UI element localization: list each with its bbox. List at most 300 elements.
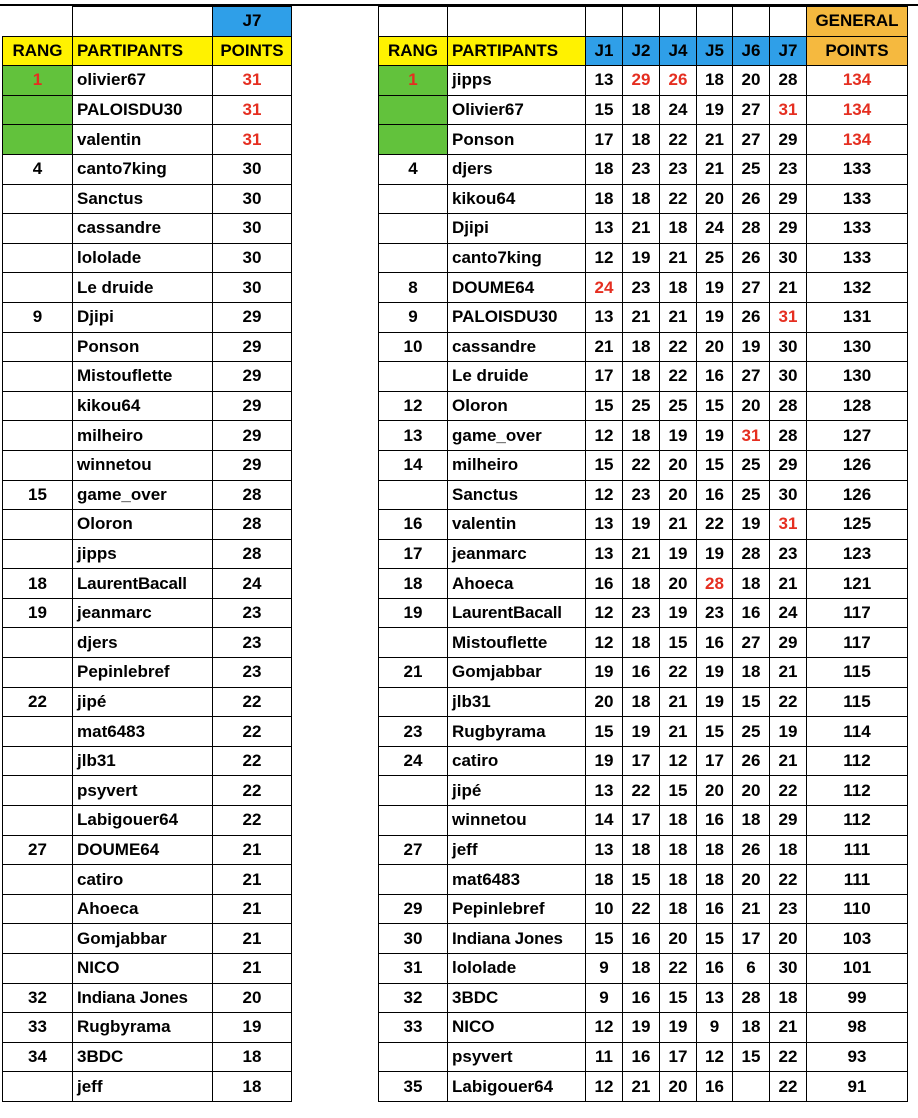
- j6-score-cell: 27: [733, 95, 770, 125]
- j1-score-cell: 18: [586, 865, 623, 895]
- rank-cell: 12: [379, 391, 448, 421]
- participant-name: Rugbyrama: [73, 1013, 213, 1043]
- rank-cell: [3, 362, 73, 392]
- rank-cell: 14: [379, 450, 448, 480]
- participant-name: valentin: [73, 125, 213, 155]
- j2-score-cell: 22: [623, 894, 660, 924]
- j2-score-cell: 22: [623, 450, 660, 480]
- points-cell: 19: [213, 1013, 292, 1043]
- total-points-cell: 128: [807, 391, 908, 421]
- total-points-cell: 115: [807, 687, 908, 717]
- j5-score-cell: 18: [697, 835, 733, 865]
- j1-score-cell: 15: [586, 450, 623, 480]
- total-points-cell: 130: [807, 332, 908, 362]
- table-row: [379, 214, 908, 244]
- points-cell: 23: [213, 658, 292, 688]
- j6-score-cell: 25: [733, 450, 770, 480]
- total-points-cell: 93: [807, 1042, 908, 1072]
- rank-cell: 33: [379, 1013, 448, 1043]
- j5-score-cell: 16: [697, 628, 733, 658]
- j1-score-cell: 24: [586, 273, 623, 303]
- j7-score-cell: 21: [770, 658, 807, 688]
- rank-cell: 35: [379, 1072, 448, 1102]
- points-cell: 31: [213, 95, 292, 125]
- j4-score-cell: 15: [660, 628, 697, 658]
- j7-score-cell: 30: [770, 243, 807, 273]
- participant-name: jipé: [73, 687, 213, 717]
- j1-score-cell: 16: [586, 569, 623, 599]
- participant-name: psyvert: [448, 1042, 586, 1072]
- j7-score-cell: 18: [770, 835, 807, 865]
- j4-score-cell: 18: [660, 273, 697, 303]
- j1-score-cell: 17: [586, 362, 623, 392]
- j6-score-cell: 18: [733, 806, 770, 836]
- rank-cell: [379, 480, 448, 510]
- j1-score-cell: 15: [586, 924, 623, 954]
- total-points-cell: 126: [807, 450, 908, 480]
- rank-cell: 27: [379, 835, 448, 865]
- j5-score-cell: 15: [697, 450, 733, 480]
- j2-header: J2: [623, 36, 660, 66]
- rank-cell: 1: [379, 66, 448, 96]
- table-row: [3, 924, 292, 954]
- rank-cell: [379, 776, 448, 806]
- participant-name: canto7king: [73, 154, 213, 184]
- rank-cell: [3, 95, 73, 125]
- j5-score-cell: 24: [697, 214, 733, 244]
- j4-score-cell: 20: [660, 924, 697, 954]
- total-points-cell: 134: [807, 66, 908, 96]
- total-points-cell: 91: [807, 1072, 908, 1102]
- points-cell: 28: [213, 510, 292, 540]
- table-row: [3, 687, 292, 717]
- j2-score-cell: 19: [623, 717, 660, 747]
- table-row: [3, 243, 292, 273]
- points-cell: 29: [213, 421, 292, 451]
- participant-name: game_over: [448, 421, 586, 451]
- j4-score-cell: 18: [660, 894, 697, 924]
- rank-cell: [379, 687, 448, 717]
- j2-score-cell: 29: [623, 66, 660, 96]
- total-points-cell: 117: [807, 598, 908, 628]
- j6-score-cell: 20: [733, 865, 770, 895]
- table-row: [379, 746, 908, 776]
- table-row: [379, 273, 908, 303]
- j5-score-cell: 16: [697, 806, 733, 836]
- rank-cell: 1: [3, 66, 73, 96]
- j2-score-cell: 21: [623, 302, 660, 332]
- participant-name: LaurentBacall: [448, 598, 586, 628]
- total-points-cell: 117: [807, 628, 908, 658]
- j2-score-cell: 21: [623, 214, 660, 244]
- j1-score-cell: 12: [586, 598, 623, 628]
- rank-cell: 13: [379, 421, 448, 451]
- participant-name: lololade: [448, 954, 586, 984]
- points-cell: 31: [213, 125, 292, 155]
- j1-score-cell: 13: [586, 835, 623, 865]
- participant-name: NICO: [448, 1013, 586, 1043]
- total-points-cell: 112: [807, 806, 908, 836]
- participant-name: Indiana Jones: [448, 924, 586, 954]
- participant-name: mat6483: [448, 865, 586, 895]
- table-row: [3, 1072, 292, 1102]
- rank-cell: [379, 95, 448, 125]
- j1-score-cell: 18: [586, 184, 623, 214]
- total-points-cell: 121: [807, 569, 908, 599]
- points-cell: 29: [213, 362, 292, 392]
- total-points-cell: 123: [807, 539, 908, 569]
- j4-score-cell: 19: [660, 1013, 697, 1043]
- j5-score-cell: 9: [697, 1013, 733, 1043]
- table-row: [3, 391, 292, 421]
- points-cell: 31: [213, 66, 292, 96]
- table-row: [379, 66, 908, 96]
- j2-score-cell: 18: [623, 954, 660, 984]
- rank-cell: [3, 391, 73, 421]
- participant-name: NICO: [73, 954, 213, 984]
- rank-cell: 29: [379, 894, 448, 924]
- j4-score-cell: 22: [660, 184, 697, 214]
- empty-header-cell: [379, 7, 448, 37]
- total-points-cell: 111: [807, 865, 908, 895]
- j4-score-cell: 22: [660, 362, 697, 392]
- empty-header-cell: [697, 7, 733, 37]
- j7-score-cell: 22: [770, 1042, 807, 1072]
- j2-score-cell: 16: [623, 983, 660, 1013]
- j7-score-cell: 21: [770, 273, 807, 303]
- participant-name: Labigouer64: [448, 1072, 586, 1102]
- points-cell: 21: [213, 865, 292, 895]
- j5-score-cell: 16: [697, 1072, 733, 1102]
- j4-score-cell: 21: [660, 687, 697, 717]
- j4-score-cell: 21: [660, 510, 697, 540]
- participant-name: cassandre: [73, 214, 213, 244]
- j2-score-cell: 18: [623, 332, 660, 362]
- j2-score-cell: 16: [623, 658, 660, 688]
- j5-score-cell: 21: [697, 154, 733, 184]
- rank-cell: 4: [3, 154, 73, 184]
- total-points-header: POINTS: [807, 36, 908, 66]
- j5-score-cell: 16: [697, 362, 733, 392]
- participant-name: 3BDC: [73, 1042, 213, 1072]
- j1-score-cell: 13: [586, 66, 623, 96]
- rank-cell: 34: [3, 1042, 73, 1072]
- points-cell: 23: [213, 598, 292, 628]
- points-cell: 28: [213, 539, 292, 569]
- rank-cell: [379, 362, 448, 392]
- participant-name: LaurentBacall: [73, 569, 213, 599]
- rank-cell: [3, 184, 73, 214]
- table-row: [379, 776, 908, 806]
- j5-score-cell: 19: [697, 302, 733, 332]
- j1-score-cell: 12: [586, 243, 623, 273]
- j5-header: J5: [697, 36, 733, 66]
- table-row: [379, 332, 908, 362]
- j7-score-cell: 22: [770, 687, 807, 717]
- j2-score-cell: 15: [623, 865, 660, 895]
- rank-cell: 15: [3, 480, 73, 510]
- participant-name: Ahoeca: [73, 894, 213, 924]
- points-cell: 21: [213, 924, 292, 954]
- table-row: [3, 362, 292, 392]
- j1-score-cell: 13: [586, 214, 623, 244]
- total-points-cell: 132: [807, 273, 908, 303]
- table-row: [3, 865, 292, 895]
- j6-score-cell: 27: [733, 362, 770, 392]
- total-points-cell: 101: [807, 954, 908, 984]
- participant-name: catiro: [448, 746, 586, 776]
- rank-cell: 16: [379, 510, 448, 540]
- participant-name: Pepinlebref: [73, 658, 213, 688]
- total-points-cell: 134: [807, 95, 908, 125]
- table-row: [3, 214, 292, 244]
- j6-score-cell: 26: [733, 835, 770, 865]
- table-row: [3, 746, 292, 776]
- j6-score-cell: 25: [733, 154, 770, 184]
- total-points-cell: 125: [807, 510, 908, 540]
- points-cell: 29: [213, 332, 292, 362]
- j7-score-cell: 30: [770, 362, 807, 392]
- rank-cell: 19: [3, 598, 73, 628]
- participant-name: Olivier67: [448, 95, 586, 125]
- participant-name: milheiro: [73, 421, 213, 451]
- j7-score-cell: 28: [770, 391, 807, 421]
- j2-score-cell: 16: [623, 1042, 660, 1072]
- j5-score-cell: 16: [697, 954, 733, 984]
- rank-cell: [379, 628, 448, 658]
- participant-name: lololade: [73, 243, 213, 273]
- table-row: [379, 184, 908, 214]
- table-row: [3, 835, 292, 865]
- table-row: [3, 510, 292, 540]
- rank-cell: [3, 450, 73, 480]
- participant-name: winnetou: [73, 450, 213, 480]
- points-cell: 22: [213, 806, 292, 836]
- table-row: [3, 539, 292, 569]
- j1-score-cell: 12: [586, 1072, 623, 1102]
- participant-name: jlb31: [448, 687, 586, 717]
- j4-score-cell: 19: [660, 598, 697, 628]
- j6-score-cell: 31: [733, 421, 770, 451]
- table-row: [379, 954, 908, 984]
- points-cell: 29: [213, 302, 292, 332]
- points-cell: 21: [213, 954, 292, 984]
- j5-score-cell: 13: [697, 983, 733, 1013]
- j4-score-cell: 24: [660, 95, 697, 125]
- rank-cell: [3, 865, 73, 895]
- rank-cell: [3, 776, 73, 806]
- j4-score-cell: 15: [660, 983, 697, 1013]
- participant-name: milheiro: [448, 450, 586, 480]
- j4-score-cell: 25: [660, 391, 697, 421]
- j5-score-cell: 19: [697, 539, 733, 569]
- j7-score-cell: 30: [770, 480, 807, 510]
- participant-name: Ponson: [448, 125, 586, 155]
- j2-score-cell: 23: [623, 154, 660, 184]
- rank-cell: [3, 1072, 73, 1102]
- participant-name: jipps: [448, 66, 586, 96]
- rank-cell: [379, 125, 448, 155]
- points-cell: 21: [213, 894, 292, 924]
- j1-score-cell: 15: [586, 95, 623, 125]
- table-row: [3, 628, 292, 658]
- j6-score-cell: 26: [733, 184, 770, 214]
- day-header-row: [3, 7, 292, 37]
- j1-score-cell: 20: [586, 687, 623, 717]
- participant-name: jeanmarc: [448, 539, 586, 569]
- j6-score-cell: 26: [733, 243, 770, 273]
- empty-header-cell: [73, 7, 213, 37]
- empty-header-cell: [448, 7, 586, 37]
- j6-score-cell: 18: [733, 658, 770, 688]
- participant-name: jeff: [73, 1072, 213, 1102]
- j4-score-cell: 23: [660, 154, 697, 184]
- table-row: [3, 450, 292, 480]
- table-row: [379, 806, 908, 836]
- j7-score-cell: 28: [770, 421, 807, 451]
- participant-name: psyvert: [73, 776, 213, 806]
- rank-cell: 18: [3, 569, 73, 599]
- participant-name: winnetou: [448, 806, 586, 836]
- total-points-cell: 130: [807, 362, 908, 392]
- points-cell: 30: [213, 184, 292, 214]
- rank-cell: 23: [379, 717, 448, 747]
- table-row: [379, 983, 908, 1013]
- table-row: [379, 510, 908, 540]
- j5-score-cell: 15: [697, 924, 733, 954]
- j6-score-cell: 18: [733, 569, 770, 599]
- rank-cell: [379, 865, 448, 895]
- total-points-cell: 133: [807, 243, 908, 273]
- total-points-cell: 110: [807, 894, 908, 924]
- j7-score-cell: 21: [770, 569, 807, 599]
- table-row: [3, 569, 292, 599]
- table-row: [379, 658, 908, 688]
- points-cell: 18: [213, 1072, 292, 1102]
- empty-header-cell: [660, 7, 697, 37]
- rank-cell: 27: [3, 835, 73, 865]
- participant-name: Sanctus: [448, 480, 586, 510]
- j4-score-cell: 12: [660, 746, 697, 776]
- j5-score-cell: 23: [697, 598, 733, 628]
- j1-score-cell: 13: [586, 302, 623, 332]
- table-row: [379, 924, 908, 954]
- j4-score-cell: 26: [660, 66, 697, 96]
- empty-header-cell: [733, 7, 770, 37]
- participants-header: PARTIPANTS: [448, 36, 586, 66]
- total-points-cell: 126: [807, 480, 908, 510]
- table-row: [379, 391, 908, 421]
- j6-score-cell: 28: [733, 214, 770, 244]
- j6-score-cell: 19: [733, 332, 770, 362]
- j4-score-cell: 21: [660, 302, 697, 332]
- table-row: [379, 1072, 908, 1102]
- rank-cell: 8: [379, 273, 448, 303]
- j4-score-cell: 22: [660, 125, 697, 155]
- j2-score-cell: 19: [623, 243, 660, 273]
- points-cell: 21: [213, 835, 292, 865]
- j7-score-cell: 29: [770, 184, 807, 214]
- rank-cell: 32: [379, 983, 448, 1013]
- participant-name: Rugbyrama: [448, 717, 586, 747]
- table-row: [379, 865, 908, 895]
- j2-score-cell: 17: [623, 746, 660, 776]
- rank-cell: [3, 924, 73, 954]
- j6-score-cell: 26: [733, 302, 770, 332]
- j6-score-cell: 20: [733, 66, 770, 96]
- j6-score-cell: 20: [733, 391, 770, 421]
- participant-name: djers: [73, 628, 213, 658]
- j4-score-cell: 18: [660, 865, 697, 895]
- j6-score-cell: 26: [733, 746, 770, 776]
- j5-score-cell: 19: [697, 658, 733, 688]
- j5-score-cell: 19: [697, 273, 733, 303]
- column-header-row: [3, 36, 292, 66]
- points-cell: 30: [213, 154, 292, 184]
- j5-score-cell: 20: [697, 332, 733, 362]
- rank-cell: [3, 332, 73, 362]
- table-row: [379, 302, 908, 332]
- j1-score-cell: 12: [586, 1013, 623, 1043]
- participant-name: Pepinlebref: [448, 894, 586, 924]
- participant-name: jeanmarc: [73, 598, 213, 628]
- j2-score-cell: 21: [623, 539, 660, 569]
- j7-score-cell: 19: [770, 717, 807, 747]
- j5-score-cell: 18: [697, 66, 733, 96]
- j6-score-cell: 28: [733, 983, 770, 1013]
- participant-name: DOUME64: [448, 273, 586, 303]
- participant-name: PALOISDU30: [448, 302, 586, 332]
- j1-score-cell: 13: [586, 539, 623, 569]
- j4-score-cell: 20: [660, 480, 697, 510]
- j4-score-cell: 18: [660, 214, 697, 244]
- j6-score-cell: 6: [733, 954, 770, 984]
- points-cell: 30: [213, 214, 292, 244]
- j7-score-cell: 29: [770, 806, 807, 836]
- rank-cell: [3, 717, 73, 747]
- participant-name: Ponson: [73, 332, 213, 362]
- points-cell: 20: [213, 983, 292, 1013]
- j7-score-cell: 23: [770, 894, 807, 924]
- j7-score-cell: 29: [770, 628, 807, 658]
- rank-cell: 10: [379, 332, 448, 362]
- j5-score-cell: 22: [697, 510, 733, 540]
- participant-name: Sanctus: [73, 184, 213, 214]
- j7-header: J7: [770, 36, 807, 66]
- rank-header: RANG: [3, 36, 73, 66]
- participant-name: cassandre: [448, 332, 586, 362]
- j6-score-cell: 25: [733, 717, 770, 747]
- total-points-cell: 111: [807, 835, 908, 865]
- table-row: [379, 421, 908, 451]
- j1-score-cell: 10: [586, 894, 623, 924]
- table-row: [379, 598, 908, 628]
- rank-cell: [3, 658, 73, 688]
- table-row: [379, 717, 908, 747]
- total-points-cell: 115: [807, 658, 908, 688]
- table-row: [3, 806, 292, 836]
- j4-score-cell: 21: [660, 243, 697, 273]
- j6-score-cell: 21: [733, 894, 770, 924]
- j1-score-cell: 14: [586, 806, 623, 836]
- j4-score-cell: 21: [660, 717, 697, 747]
- empty-header-cell: [586, 7, 623, 37]
- j4-score-cell: 20: [660, 450, 697, 480]
- j4-score-cell: 22: [660, 954, 697, 984]
- j6-score-cell: 17: [733, 924, 770, 954]
- participant-name: game_over: [73, 480, 213, 510]
- rank-cell: 9: [379, 302, 448, 332]
